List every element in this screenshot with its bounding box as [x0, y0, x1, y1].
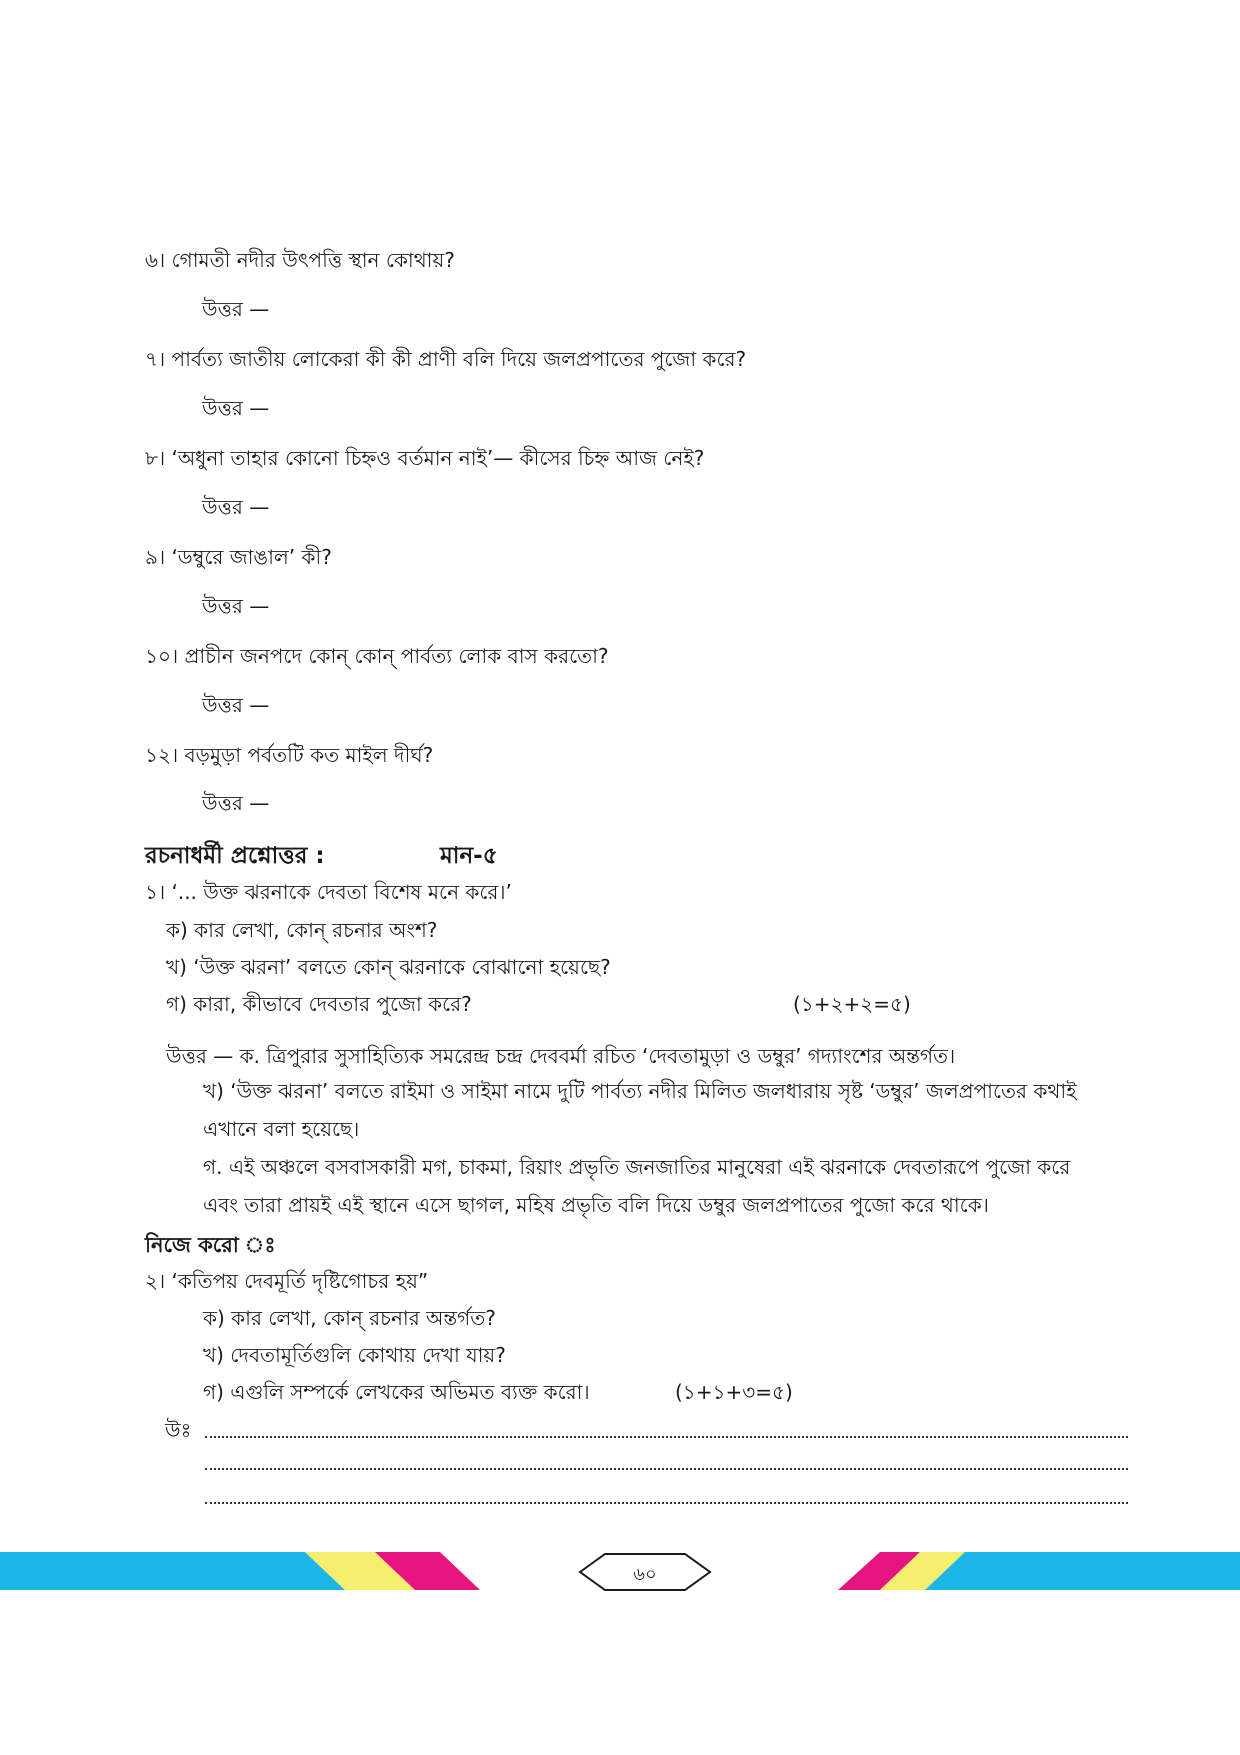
answer-label-u: উঃ: [165, 1418, 192, 1442]
answer-label-10: উত্তর —: [202, 693, 270, 717]
answer-line-3[interactable]: [205, 1502, 1128, 1504]
question-6: ৬। গোমতী নদীর উৎপত্তি স্থান কোথায়?: [145, 248, 455, 272]
essay-q2-marks-split: (১+১+৩=৫): [675, 1380, 793, 1404]
self-practice-title: নিজে করো ঃ: [145, 1233, 276, 1257]
question-12: ১২। বড়মুড়া পর্বতটি কত মাইল দীর্ঘ?: [145, 743, 434, 767]
essay-q1-answer-line-1: উত্তর — ক. ত্রিপুরার সুসাহিত্যিক সমরেন্দ্র চন্দ্র দেববর্মা রচিত ‘দেবতামুড়া ও ডম্বুর’ গদ্যাংশের অন্তর্গত।: [166, 1044, 956, 1068]
answer-label-7: উত্তর —: [202, 396, 270, 420]
essay-q1-answer-line-3: এখানে বলা হয়েছে।: [203, 1117, 360, 1141]
essay-q2-part-kha: খ) দেবতামূর্তিগুলি কোথায় দেখা যায়?: [203, 1343, 506, 1367]
essay-q1-answer-line-2: খ) ‘উক্ত ঝরনা’ বলতে রাইমা ও সাইমা নামে দুটি পার্বত্য নদীর মিলিত জলধারায় সৃষ্ট ‘ডম্বুর’ জলপ্রপাতের কথাই: [203, 1079, 1077, 1103]
answer-line-1[interactable]: [205, 1436, 1128, 1438]
answer-line-2[interactable]: [205, 1468, 1128, 1470]
answer-label-9: উত্তর —: [202, 594, 270, 618]
essay-q2-part-ka: ক) কার লেখা, কোন্ রচনার অন্তর্গত?: [203, 1306, 496, 1330]
answer-label-12: উত্তর —: [202, 791, 270, 815]
page-number: ৬০: [633, 1564, 657, 1585]
essay-section-marks: মান-৫: [440, 843, 498, 869]
essay-q1-answer-line-5: এবং তারা প্রায়ই এই স্থানে এসে ছাগল, মহিষ প্রভৃতি বলি দিয়ে ডম্বুর জলপ্রপাতের পুজো করে থাকে।: [203, 1193, 989, 1217]
essay-q1-answer-line-4: গ. এই অঞ্চলে বসবাসকারী মগ, চাকমা, রিয়াং প্রভৃতি জনজাতির মানুষেরা এই ঝরনাকে দেবতারূপে পুজো করে: [203, 1155, 1071, 1179]
question-10: ১০। প্রাচীন জনপদে কোন্ কোন্ পার্বত্য লোক বাস করতো?: [145, 644, 609, 668]
essay-q1-part-ga: গ) কারা, কীভাবে দেবতার পুজো করে?: [166, 992, 472, 1016]
answer-label-8: উত্তর —: [202, 495, 270, 519]
answer-label-6: উত্তর —: [202, 297, 270, 321]
footer-cyan-right: [925, 1552, 1240, 1590]
question-9: ৯। ‘ডম্বুরে জাঙাল’ কী?: [145, 545, 332, 569]
footer-cyan-left: [0, 1552, 345, 1590]
essay-q1-part-kha: খ) ‘উক্ত ঝরনা’ বলতে কোন্ ঝরনাকে বোঝানো হয়েছে?: [166, 955, 611, 979]
footer-band: [0, 1540, 1240, 1600]
essay-q1-part-ka: ক) কার লেখা, কোন্ রচনার অংশ?: [166, 918, 438, 942]
essay-q1-stem: ১। ‘... উক্ত ঝরনাকে দেবতা বিশেষ মনে করে।’: [145, 880, 512, 904]
essay-section-title: রচনাধর্মী প্রশ্নোত্তর :: [145, 843, 325, 869]
essay-q1-marks-split: (১+২+২=৫): [793, 992, 911, 1016]
question-7: ৭। পার্বত্য জাতীয় লোকেরা কী কী প্রাণী বলি দিয়ে জলপ্রপাতের পুজো করে?: [145, 347, 747, 371]
essay-q2-stem: ২। ‘কতিপয় দেবমূর্তি দৃষ্টিগোচর হয়”: [145, 1269, 429, 1293]
question-8: ৮। ‘অধুনা তাহার কোনো চিহ্নও বর্তমান নাই’— কীসের চিহ্ন আজ নেই?: [145, 446, 705, 470]
essay-q2-part-ga: গ) এগুলি সম্পর্কে লেখকের অভিমত ব্যক্ত করো।: [203, 1380, 590, 1404]
